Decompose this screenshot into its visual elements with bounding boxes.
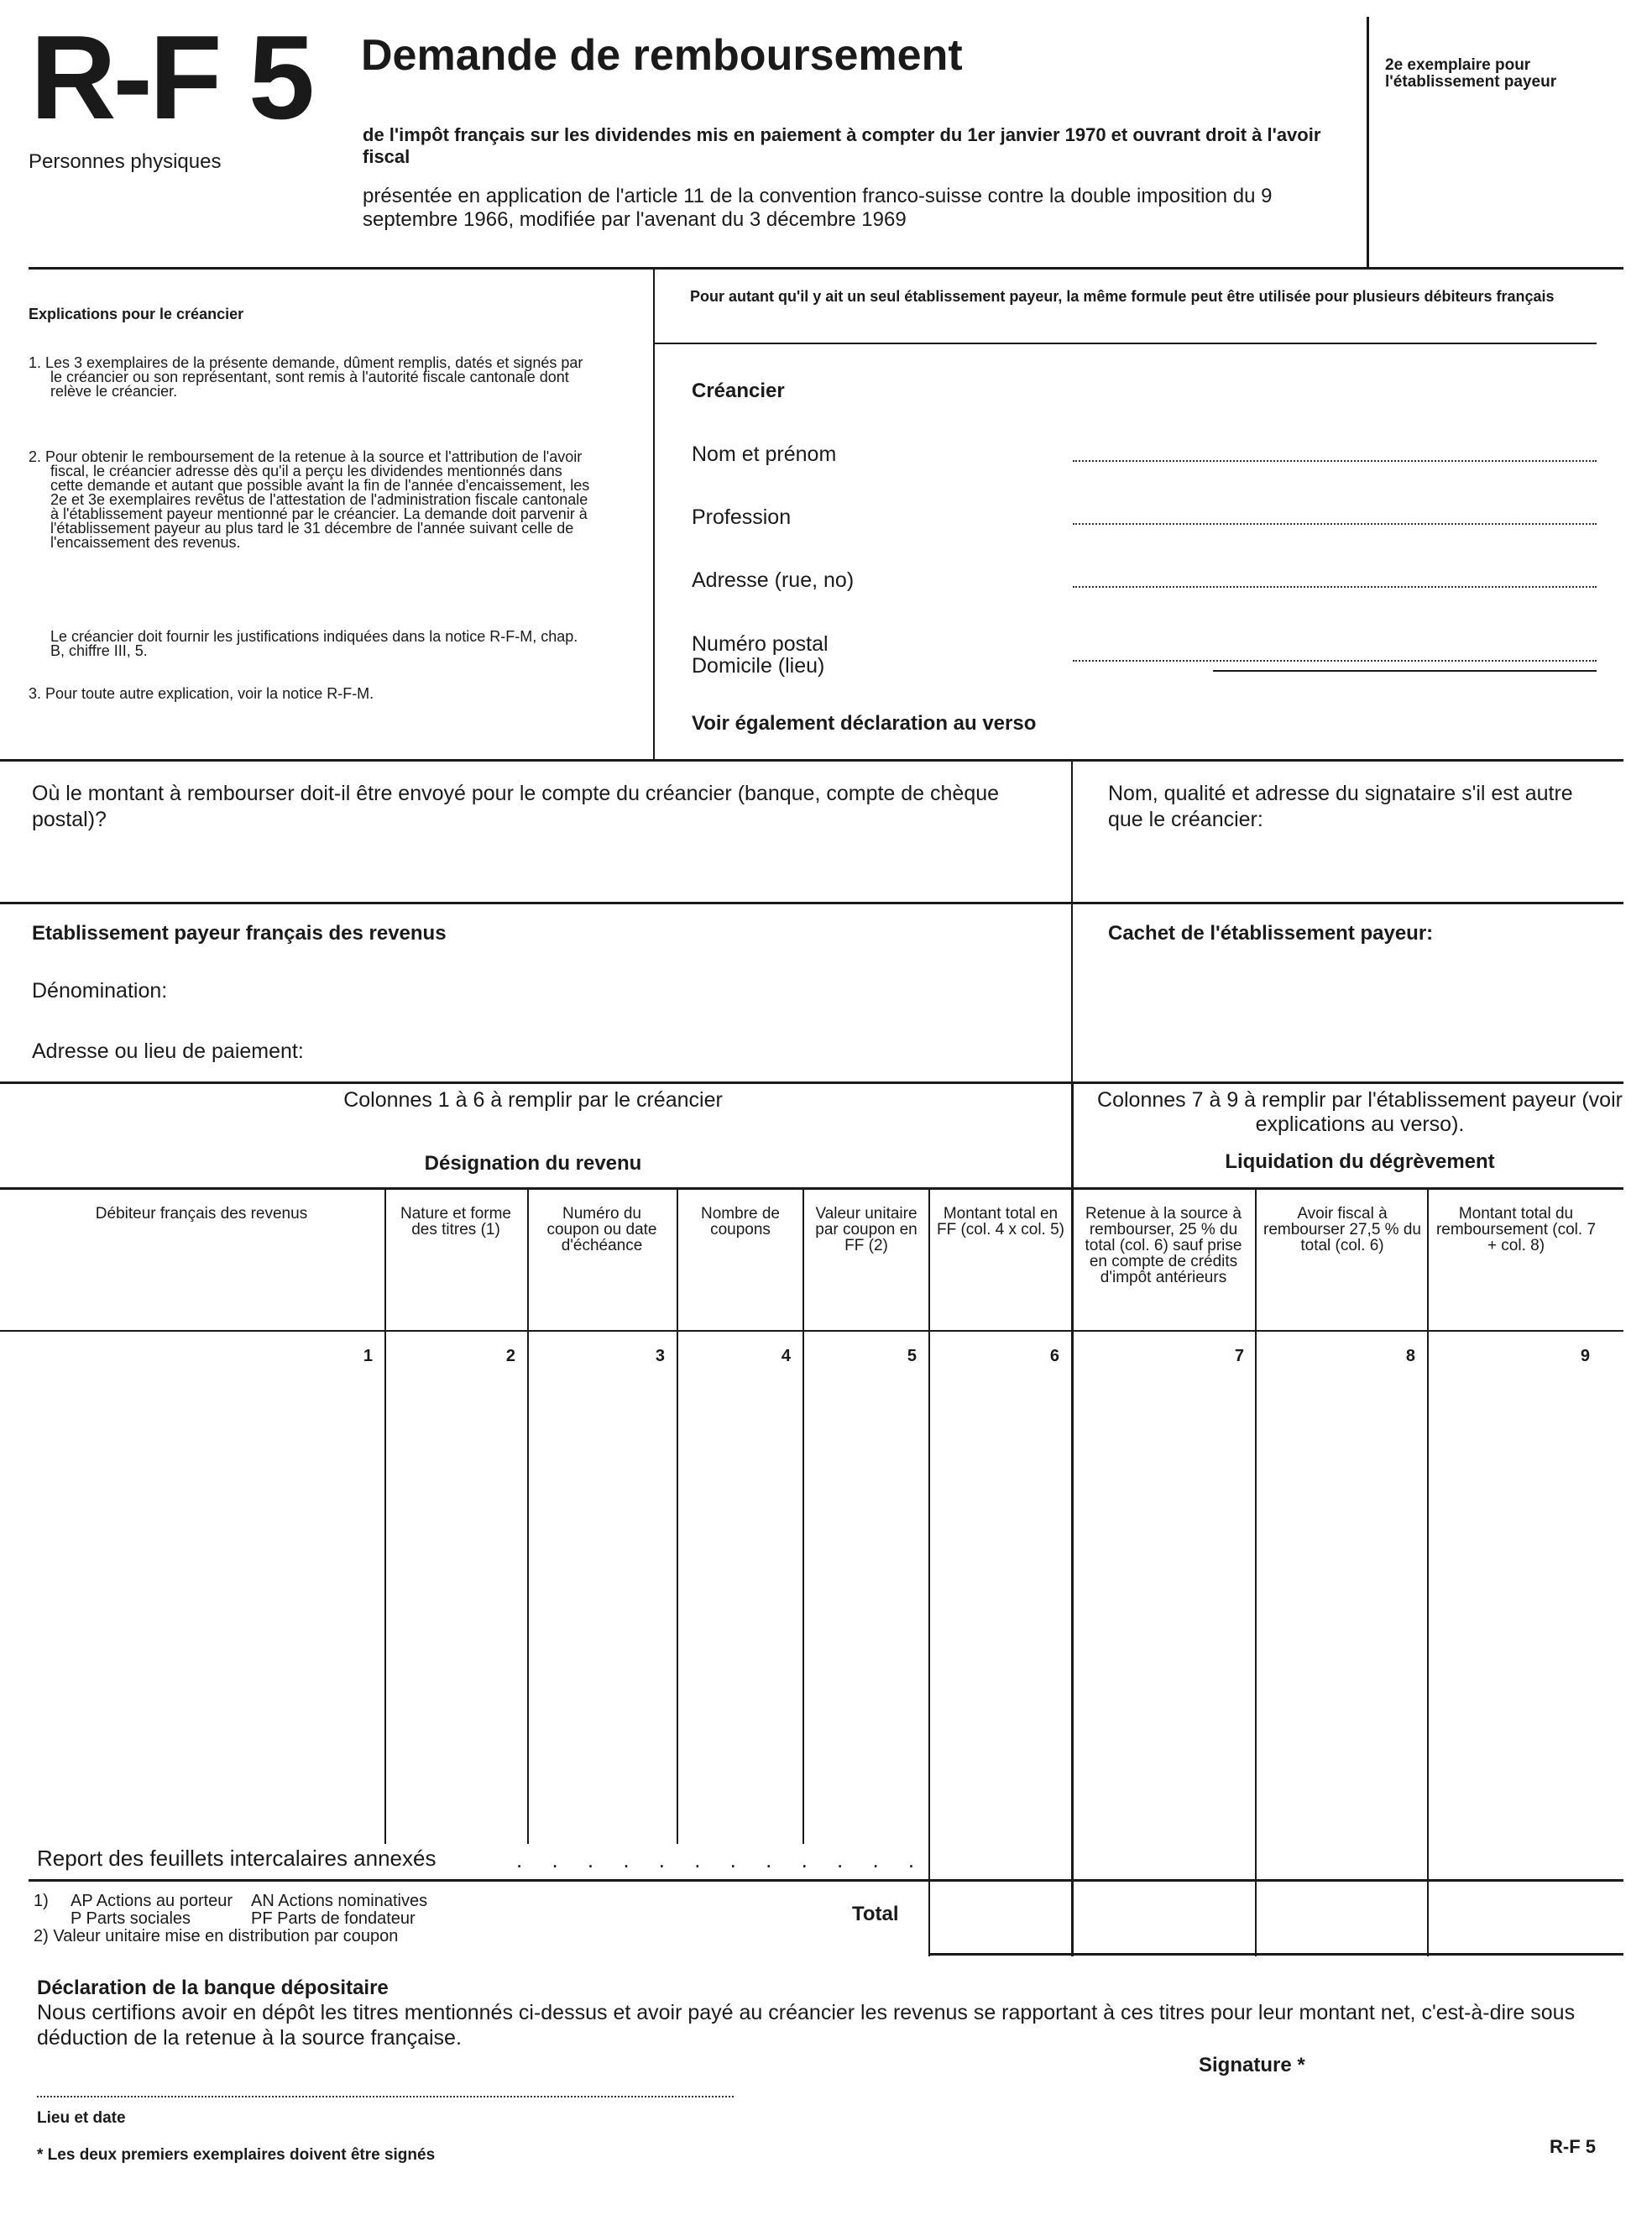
middle-divider — [1071, 761, 1073, 1083]
explanation-item-3: 3. Pour toute autre explication, voir la notice R-F-M. — [29, 685, 374, 702]
col-number-3: 3 — [655, 1347, 665, 1365]
remittance-question: Où le montant à rembourser doit-il être envoyé pour le compte du créancier (banque, compte de chèque postal)? — [32, 782, 1000, 831]
profession-field[interactable] — [1073, 523, 1597, 525]
footnote-2: 2) Valeur unitaire mise en distribution par coupon — [34, 1927, 399, 1945]
col-divider-4 — [802, 1189, 804, 1844]
col-header-total-refund: Montant total du remboursement (col. 7 + col. 8) — [1435, 1205, 1597, 1254]
col-divider-8 — [1427, 1189, 1429, 1956]
denomination-label: Dénomination: — [32, 979, 168, 1003]
col-number-1: 1 — [363, 1347, 373, 1365]
col-divider-5 — [928, 1189, 930, 1956]
place-date-label: Lieu et date — [37, 2109, 126, 2127]
col-divider-7 — [1255, 1189, 1257, 1956]
footnote-ap: AP Actions au porteur — [71, 1892, 233, 1910]
col-header-unit-value: Valeur unitaire par coupon en FF (2) — [815, 1205, 917, 1254]
see-also-note: Voir également déclaration au verso — [692, 712, 1037, 735]
col-header-withholding: Retenue à la source à rembourser, 25 % du total (col. 6) sauf prise en compte de crédits d'impôt antérieurs — [1085, 1205, 1242, 1286]
col-number-7: 7 — [1234, 1347, 1244, 1365]
carry-forward-dots: . . . . . . . . . . . . — [516, 1847, 927, 1872]
col-number-9: 9 — [1580, 1347, 1590, 1365]
footnote-number-1: 1) — [34, 1892, 49, 1910]
col-number-8: 8 — [1405, 1347, 1415, 1365]
carry-forward-label: Report des feuillets intercalaires annexés — [37, 1846, 437, 1871]
designation-heading: Désignation du revenu — [424, 1152, 642, 1175]
domicile-underline — [1213, 670, 1597, 672]
remittance-rule — [0, 902, 1623, 904]
col-header-tax-credit: Avoir fiscal à rembourser 27,5 % du total (col. 6) — [1263, 1205, 1421, 1254]
col-header-coupon-count: Nombre de coupons — [701, 1205, 780, 1238]
persons-label: Personnes physiques — [29, 150, 222, 173]
signed-copies-note: * Les deux premiers exemplaires doivent être signés — [37, 2146, 436, 2164]
place-date-field[interactable] — [37, 2096, 734, 2097]
legal-basis: présentée en application de l'article 11 de la convention franco-suisse contre la double imposition du 9 septembre 1966, modifiée par l'avenant du 3 décembre 1969 — [363, 185, 1273, 231]
col-divider-3 — [677, 1189, 678, 1844]
single-payer-note: Pour autant qu'il y ait un seul établissement payeur, la même formule peut être utilisée pour plusieurs débiteurs français — [690, 288, 1555, 305]
address-field[interactable] — [1073, 586, 1597, 588]
creditor-heading: Créancier — [692, 380, 785, 402]
form-subtitle: de l'impôt français sur les dividendes mis en paiement à compter du 1er janvier 1970 et ouvrant droit à l'avoir fiscal — [363, 124, 1321, 167]
form-code-footer: R-F 5 — [1550, 2136, 1596, 2157]
address-label: Adresse (rue, no) — [692, 568, 855, 592]
form-code-large: R-F 5 — [30, 11, 311, 144]
explanation-item-2: 2. Pour obtenir le remboursement de la retenue à la source et l'attribution de l'avoir fiscal, le créancier adresse dès qu'il a perçu les dividendes mentionnés dans cette demande et autant que possible avant la fin de l'année d'encaissement, les 2e et 3e exemplaires revêtus de l'attestation de l'administration fiscale cantonale à l'établissement payeur mentionné par le créancier. La demande doit parvenir à l'établissement payeur au plus tard le 31 décembre de l'année suivant celle de l'encaissement des revenus. — [29, 448, 590, 551]
carry-forward-rule — [29, 1879, 1623, 1882]
total-label: Total — [852, 1903, 899, 1925]
table-top-rule — [0, 1187, 1623, 1190]
explanation-item-1: 1. Les 3 exemplaires de la présente demande, dûment remplis, datés et signés par le créancier ou son représentant, sont remis à l'autorité fiscale cantonale dont relève le créancier. — [29, 354, 583, 400]
bank-declaration-text: Nous certifions avoir en dépôt les titres mentionnés ci-dessus et avoir payé au créancier les revenus se rapportant à ces titres pour leur montant net, c'est-à-dire sous déduction de la retenue à la source française. — [37, 2001, 1576, 2050]
col-divider-1 — [384, 1189, 386, 1844]
header-rule — [29, 267, 1623, 270]
footnote-pf: PF Parts de fondateur — [251, 1909, 416, 1928]
signature-label: Signature * — [1199, 2054, 1305, 2076]
footnote-p: P Parts sociales — [71, 1909, 191, 1928]
bank-declaration-heading: Déclaration de la banque dépositaire — [37, 1977, 389, 1999]
name-label: Nom et prénom — [692, 442, 837, 466]
payer-stamp-label: Cachet de l'établissement payeur: — [1108, 922, 1434, 945]
table-header-rule — [0, 1330, 1623, 1332]
creditor-rule — [655, 343, 1597, 344]
copy-note: 2e exemplaire pour l'établissement payeur — [1385, 56, 1557, 91]
signatory-label: Nom, qualité et adresse du signataire s'il est autre que le créancier: — [1108, 782, 1573, 831]
payer-rule — [0, 1081, 1623, 1084]
col-number-2: 2 — [505, 1347, 515, 1365]
domicile-label: Domicile (lieu) — [692, 654, 825, 678]
col-divider-2 — [527, 1189, 529, 1844]
explanations-title: Explications pour le créancier — [29, 306, 244, 322]
form-title: Demande de remboursement — [361, 31, 963, 80]
col-header-nature: Nature et forme des titres (1) — [400, 1205, 511, 1238]
postal-domicile-field[interactable] — [1073, 660, 1597, 662]
liquidation-heading: Liquidation du dégrèvement — [1225, 1150, 1495, 1173]
columns-7-9-note: Colonnes 7 à 9 à remplir par l'établissement payeur (voir explications au verso). — [1097, 1088, 1623, 1136]
col-number-4: 4 — [781, 1347, 791, 1365]
payer-heading: Etablissement payeur français des revenus — [32, 922, 447, 945]
col-number-5: 5 — [907, 1347, 917, 1365]
footnotes — [34, 1893, 427, 1945]
col-header-debtor: Débiteur français des revenus — [95, 1205, 308, 1223]
payment-place-label: Adresse ou lieu de paiement: — [32, 1039, 304, 1063]
footnote-an: AN Actions nominatives — [251, 1892, 428, 1910]
total-rule — [928, 1953, 1623, 1956]
name-field[interactable] — [1073, 460, 1597, 462]
columns-1-6-note: Colonnes 1 à 6 à remplir par le créancier — [343, 1088, 723, 1112]
profession-label: Profession — [692, 505, 792, 529]
col-divider-6 — [1071, 1083, 1074, 1956]
col-header-coupon-number: Numéro du coupon ou date d'échéance — [546, 1205, 657, 1254]
header-divider — [1367, 17, 1369, 267]
col-number-6: 6 — [1049, 1347, 1059, 1365]
creditor-bottom-rule — [0, 759, 1623, 762]
col-header-total-ff: Montant total en FF (col. 4 x col. 5) — [936, 1205, 1065, 1238]
postal-code-label: Numéro postal — [692, 632, 829, 656]
explanation-item-2b: Le créancier doit fournir les justifications indiquées dans la notice R-F-M, chap. B, chiffre III, 5. — [50, 628, 578, 659]
